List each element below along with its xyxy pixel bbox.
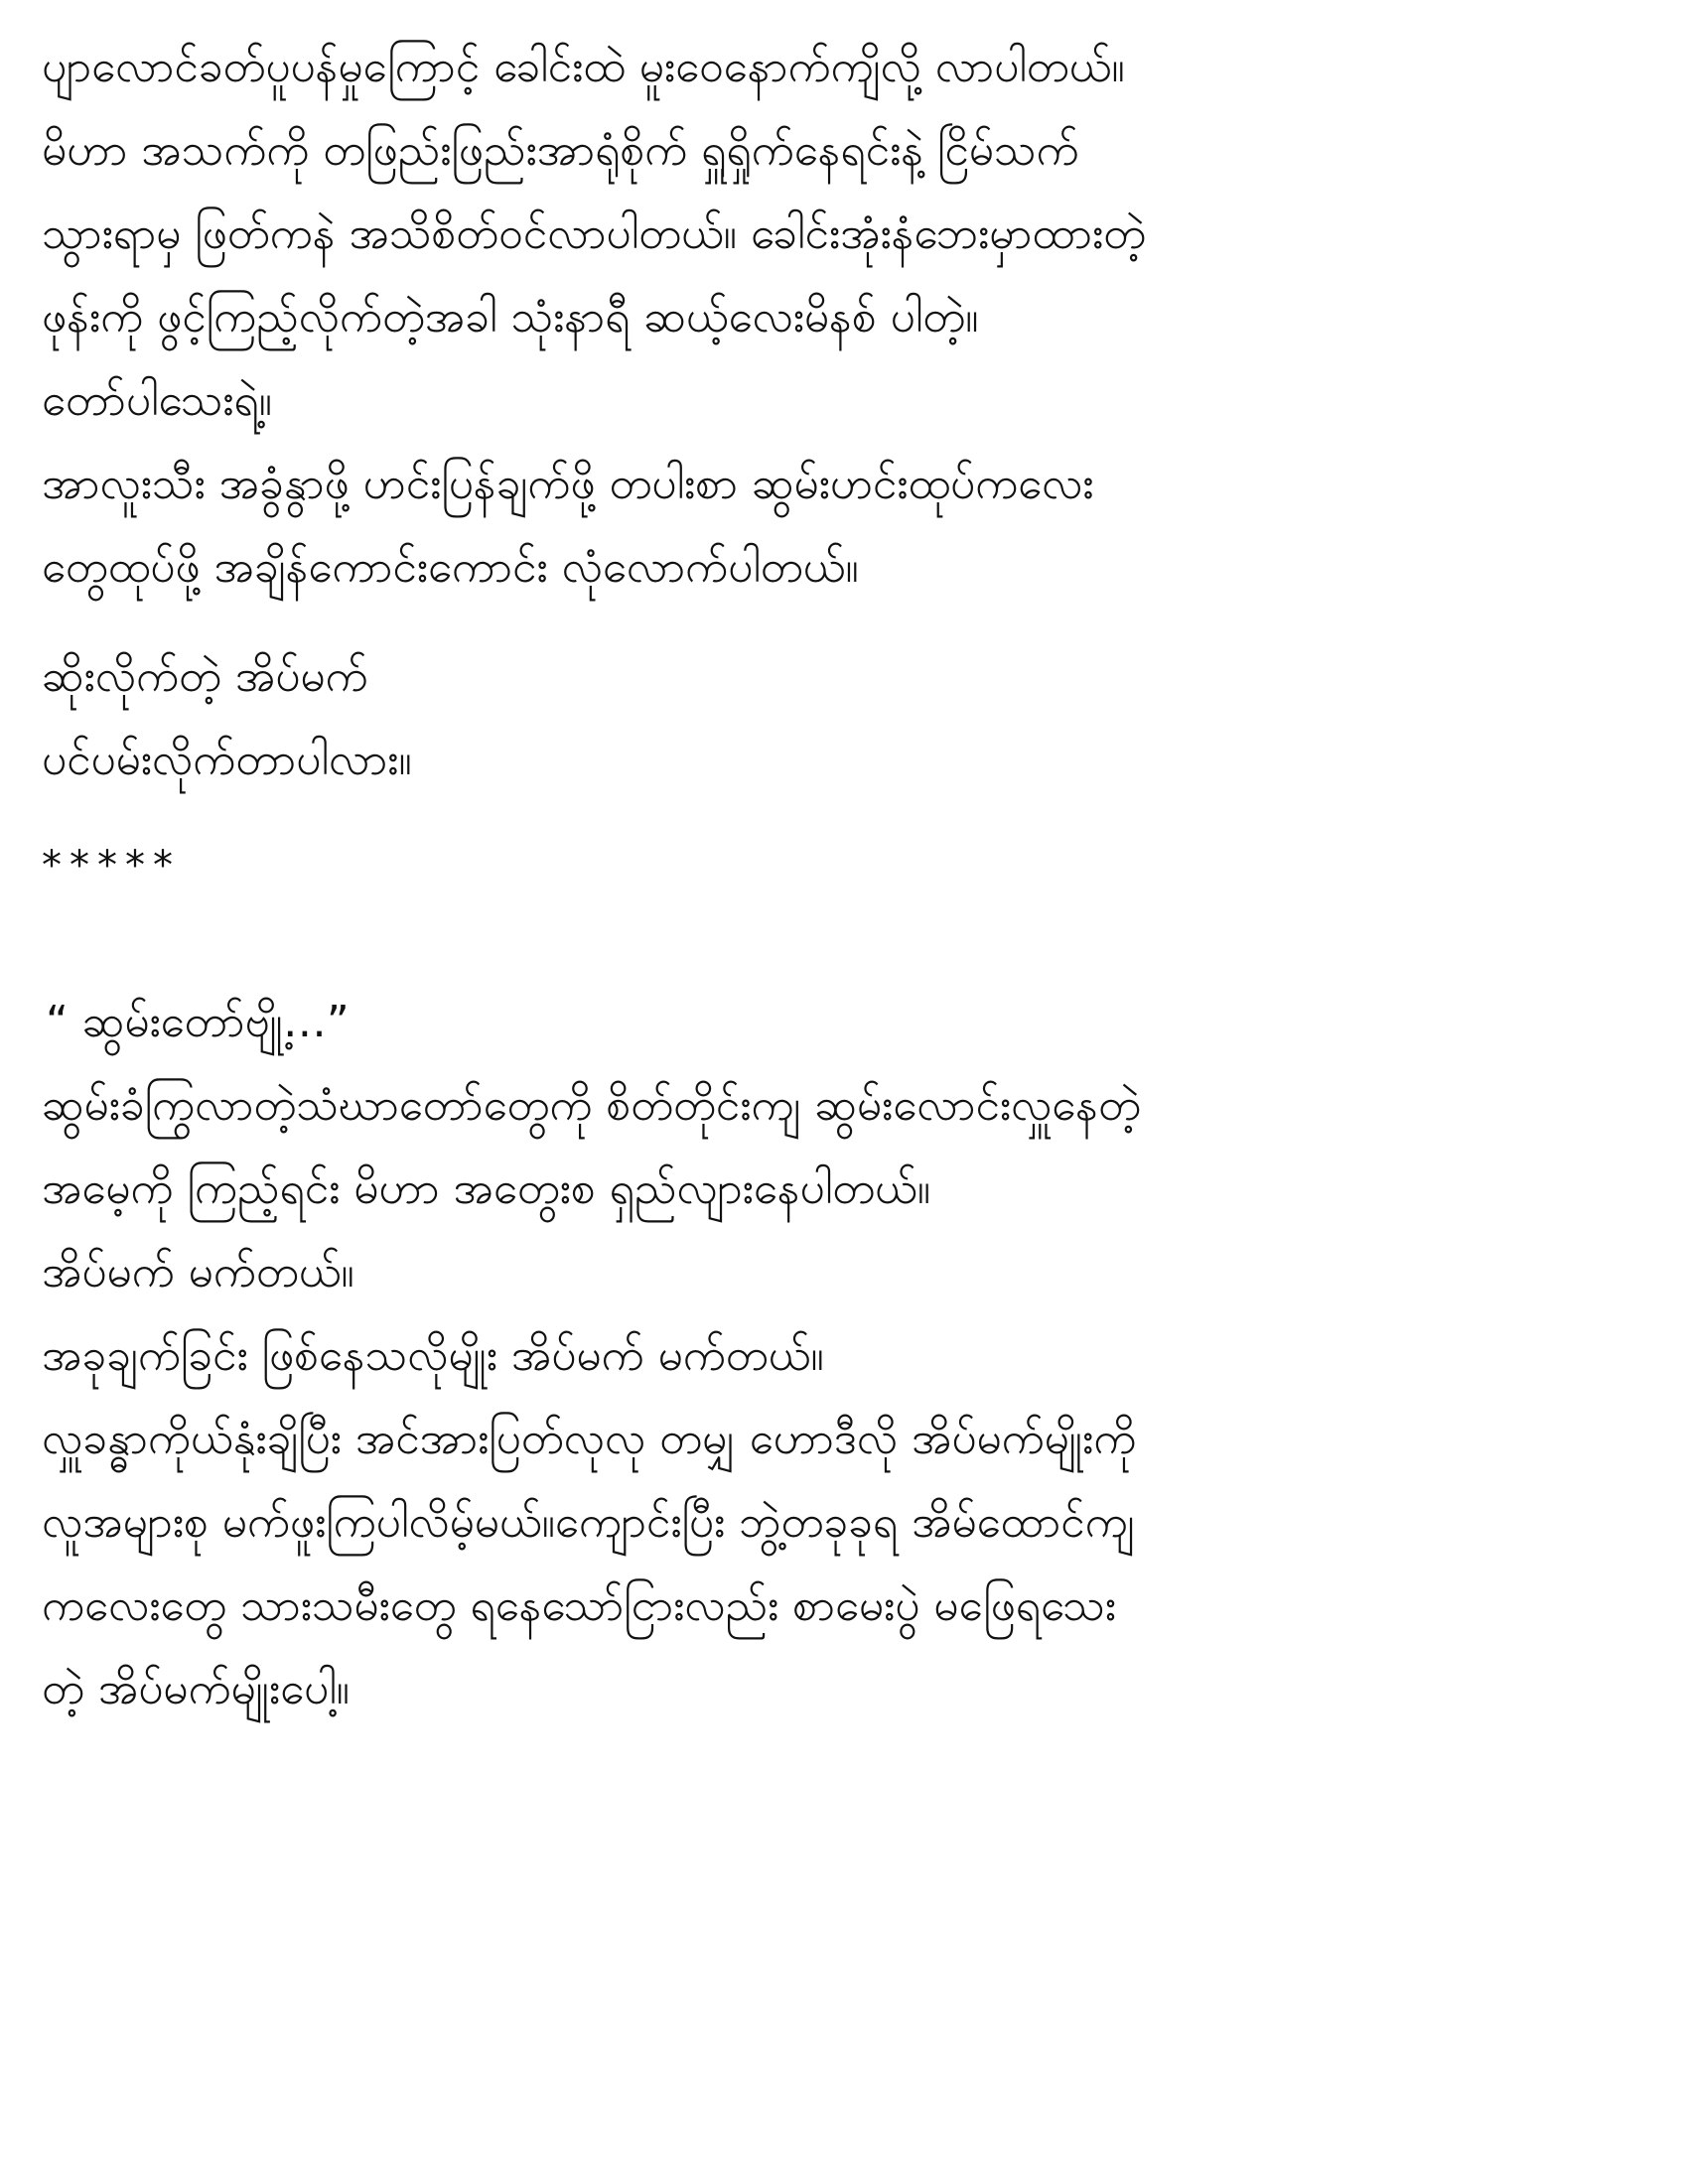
paragraph-line: လူအများစု မက်ဖူးကြပါလိမ့်မယ်။ကျောင်းပြီး ဘွဲ့တခုခုရ အိမ်ထောင်ကျ <box>42 1497 1135 1548</box>
paragraph-line: သွားရာမှ ဖြတ်ကနဲ အသိစိတ်ဝင်လာပါတယ်။ ခေါင်းအုံးနံဘေးမှာထားတဲ့ <box>42 208 1147 259</box>
document-page <box>42 26 1660 1731</box>
paragraph-line: မိဟာ အသက်ကို တဖြည်းဖြည်းအာရုံစိုက် ရှူရှိုက်နေရင်းနဲ့ ငြိမ်သက် <box>42 125 1079 176</box>
paragraph-line: အခုချက်ခြင်း ဖြစ်နေသလိုမျိုး အိပ်မက် မက်တယ်။ <box>42 1330 824 1381</box>
paragraph-line: ပင်ပမ်းလိုက်တာပါလား။ <box>42 735 412 785</box>
paragraph-line: အမေ့ကို ကြည့်ရင်း မိဟာ အတွေးစ ရှည်လျားနေပါတယ်။ <box>42 1163 931 1214</box>
paragraph-line: တဲ့ အိပ်မက်မျိုးပေါ့။ <box>42 1664 350 1714</box>
paragraph-line: လှူခန္ဓာကိုယ်နုံးချိပြီး အင်အားပြတ်လုလု တမျှ ဟောဒီလို အိပ်မက်မျိုးကို <box>42 1414 1137 1464</box>
paragraph-line: ပျာလောင်ခတ်ပူပန်မှုကြောင့် ခေါင်းထဲ မူးဝေနောက်ကျိလို့ လာပါတယ်။ <box>42 42 1125 92</box>
paragraph-gap <box>42 610 1660 635</box>
section-gap <box>42 802 1660 836</box>
paragraph-line: အိပ်မက် မက်တယ်။ <box>42 1247 354 1297</box>
paragraph-line: ဆွမ်းခံကြွလာတဲ့သံဃာတော်တွေကို စိတ်တိုင်းကျ ဆွမ်းလောင်းလှူနေတဲ့ <box>42 1080 1141 1131</box>
section-break-stars: ***** <box>42 843 181 888</box>
dialogue-line: “ ဆွမ်းတော်ဗျို့…” <box>46 997 350 1047</box>
paragraph-line: တွေထုပ်ဖို့ အချိန်ကောင်းကောင်း လုံလောက်ပါတယ်။ <box>42 542 859 593</box>
paragraph-line: တော်ပါသေးရဲ့။ <box>42 375 272 426</box>
paragraph-line: ကလေးတွေ သားသမီးတွေ ရနေသော်ငြားလည်း စာမေးပွဲ မဖြေရသေး <box>42 1580 1116 1631</box>
paragraph-line: ဆိုးလိုက်တဲ့ အိပ်မက် <box>42 651 368 702</box>
paragraph-line: ဖုန်းကို ဖွင့်ကြည့်လိုက်တဲ့အခါ သုံးနာရီ ဆယ့်လေးမိနစ် ပါတဲ့။ <box>42 292 979 342</box>
paragraph-line: အာလူးသီး အခွံနွာဖို့ ဟင်းပြန်ချက်ဖို့ တပါးစာ ဆွမ်းဟင်းထုပ်ကလေး <box>42 459 1094 509</box>
section-gap <box>42 895 1660 981</box>
